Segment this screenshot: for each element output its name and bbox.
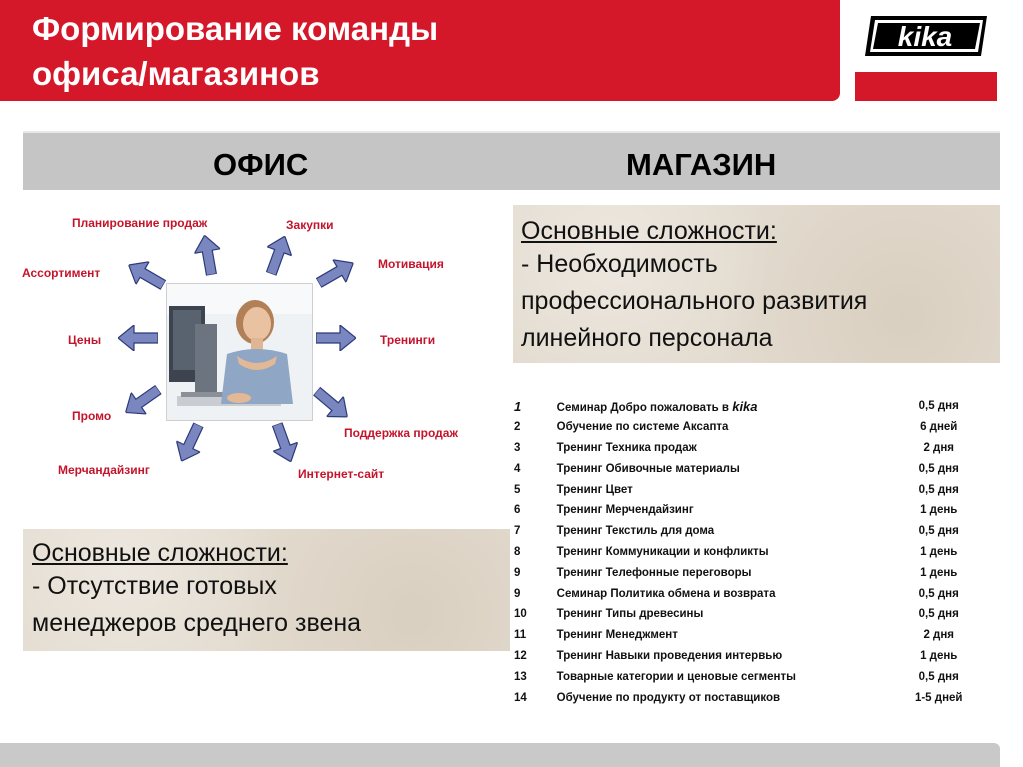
training-duration: 0,5 дня	[918, 587, 959, 600]
table-row	[512, 542, 982, 563]
arrow-icon	[316, 325, 356, 351]
kika-logo	[855, 0, 997, 101]
table-row	[512, 479, 982, 500]
table-row	[512, 583, 982, 604]
title-line-2: офиса/магазинов	[32, 55, 320, 92]
training-name: Семинар Добро пожаловать в kika	[556, 398, 758, 414]
table-row	[512, 625, 982, 646]
training-name: Тренинг Цвет	[556, 483, 633, 496]
office-header: ОФИС	[213, 147, 309, 182]
table-row	[512, 521, 982, 542]
training-duration: 2 дня	[923, 629, 954, 642]
row-number: 5	[514, 483, 521, 496]
row-number: 3	[514, 441, 521, 454]
table-row	[512, 562, 982, 583]
office-worker-photo	[166, 283, 313, 421]
office-difficulties-heading: Основные сложности:	[32, 539, 288, 567]
training-name: Тренинг Коммуникации и конфликты	[556, 545, 769, 558]
store-difficulties-line-1: - Необходимость	[521, 250, 718, 278]
training-duration: 1 день	[920, 545, 958, 558]
wheel-label-prices: Цены	[68, 333, 102, 347]
training-list-table	[512, 396, 982, 708]
wheel-label-promo: Промо	[72, 409, 112, 423]
arrow-icon	[259, 232, 297, 278]
store-difficulties-panel	[513, 205, 1000, 363]
title-line-1: Формирование команды	[32, 10, 439, 47]
store-difficulties-line-3: линейного персонала	[521, 324, 773, 352]
training-name: Обучение по продукту от поставщиков	[556, 691, 781, 704]
training-name: Тренинг Мерчендайзинг	[556, 504, 694, 517]
wheel-label-purchasing: Закупки	[286, 218, 334, 232]
wheel-label-sales-planning: Планирование продаж	[72, 216, 208, 230]
training-duration: 1 день	[920, 649, 958, 662]
row-number: 10	[514, 608, 527, 621]
row-number: 14	[514, 691, 527, 704]
arrow-icon	[308, 381, 355, 427]
training-duration: 1 день	[920, 566, 958, 579]
row-number: 4	[514, 462, 521, 475]
training-duration: 6 дней	[920, 421, 958, 434]
row-number: 7	[514, 525, 521, 538]
table-row	[512, 604, 982, 625]
office-difficulties-line-2: менеджеров среднего звена	[32, 609, 362, 637]
arrow-icon	[118, 379, 166, 423]
store-difficulties-heading: Основные сложности:	[521, 217, 777, 245]
training-duration: 1 день	[920, 504, 958, 517]
training-name: Тренинг Навыки проведения интервью	[556, 649, 783, 662]
row-number: 9	[514, 587, 521, 600]
table-row	[512, 666, 982, 687]
column-header-band	[23, 131, 1000, 190]
row-number: 2	[514, 421, 521, 434]
training-duration: 0,5 дня	[918, 670, 959, 683]
title-bar	[0, 0, 840, 101]
training-duration: 0,5 дня	[918, 400, 959, 413]
table-row	[512, 396, 982, 417]
kika-inline-logo: kika	[732, 398, 758, 414]
row-number: 1	[514, 398, 522, 414]
office-difficulties-line-1: - Отсутствие готовых	[32, 572, 277, 600]
store-header: МАГАЗИН	[626, 147, 777, 182]
office-difficulties-panel	[23, 529, 510, 651]
wheel-label-website: Интернет-сайт	[298, 467, 385, 481]
row-number: 8	[514, 545, 521, 558]
training-duration: 0,5 дня	[918, 483, 959, 496]
wheel-label-merchandising: Мерчандайзинг	[58, 463, 150, 477]
training-name: Обучение по системе Аксапта	[556, 421, 729, 434]
arrow-icon	[170, 419, 210, 466]
training-name: Тренинг Менеджмент	[556, 629, 678, 642]
arrow-icon	[312, 252, 360, 295]
wheel-label-sales-support: Поддержка продаж	[344, 426, 458, 440]
slide-title	[32, 6, 438, 96]
training-name: Тренинг Типы древесины	[556, 608, 704, 621]
arrow-icon	[265, 420, 303, 466]
training-duration: 2 дня	[923, 441, 954, 454]
training-name: Тренинг Обивочные материалы	[556, 462, 740, 475]
arrow-icon	[192, 233, 225, 277]
logo-text: kika	[897, 21, 953, 52]
row-number: 6	[514, 504, 521, 517]
training-name: Тренинг Текстиль для дома	[556, 525, 715, 538]
table-row	[512, 687, 982, 708]
logo-red-bar	[855, 72, 997, 101]
table-row	[512, 500, 982, 521]
training-duration: 0,5 дня	[918, 608, 959, 621]
arrow-icon	[118, 325, 158, 351]
training-name: Тренинг Телефонные переговоры	[556, 566, 752, 579]
store-difficulties-line-2: профессионального развития	[521, 287, 868, 315]
row-number: 11	[514, 629, 527, 642]
table-row	[512, 458, 982, 479]
training-name: Семинар Политика обмена и возврата	[556, 587, 776, 600]
training-duration: 0,5 дня	[918, 525, 959, 538]
arrow-icon	[122, 254, 170, 297]
wheel-label-assortment: Ассортимент	[22, 266, 101, 280]
table-row	[512, 417, 982, 438]
footer-bar	[0, 743, 1000, 767]
kika-logo-mark	[865, 14, 989, 58]
row-number: 9	[514, 566, 521, 579]
wheel-label-motivation: Мотивация	[378, 257, 444, 271]
training-duration: 0,5 дня	[918, 462, 959, 475]
wheel-label-trainings: Тренинги	[380, 333, 436, 347]
training-name: Товарные категории и ценовые сегменты	[556, 670, 796, 683]
row-number: 12	[514, 649, 527, 662]
table-row	[512, 438, 982, 459]
table-row	[512, 646, 982, 667]
training-duration: 1-5 дней	[914, 691, 963, 704]
training-name: Тренинг Техника продаж	[556, 441, 697, 454]
row-number: 13	[514, 670, 527, 683]
